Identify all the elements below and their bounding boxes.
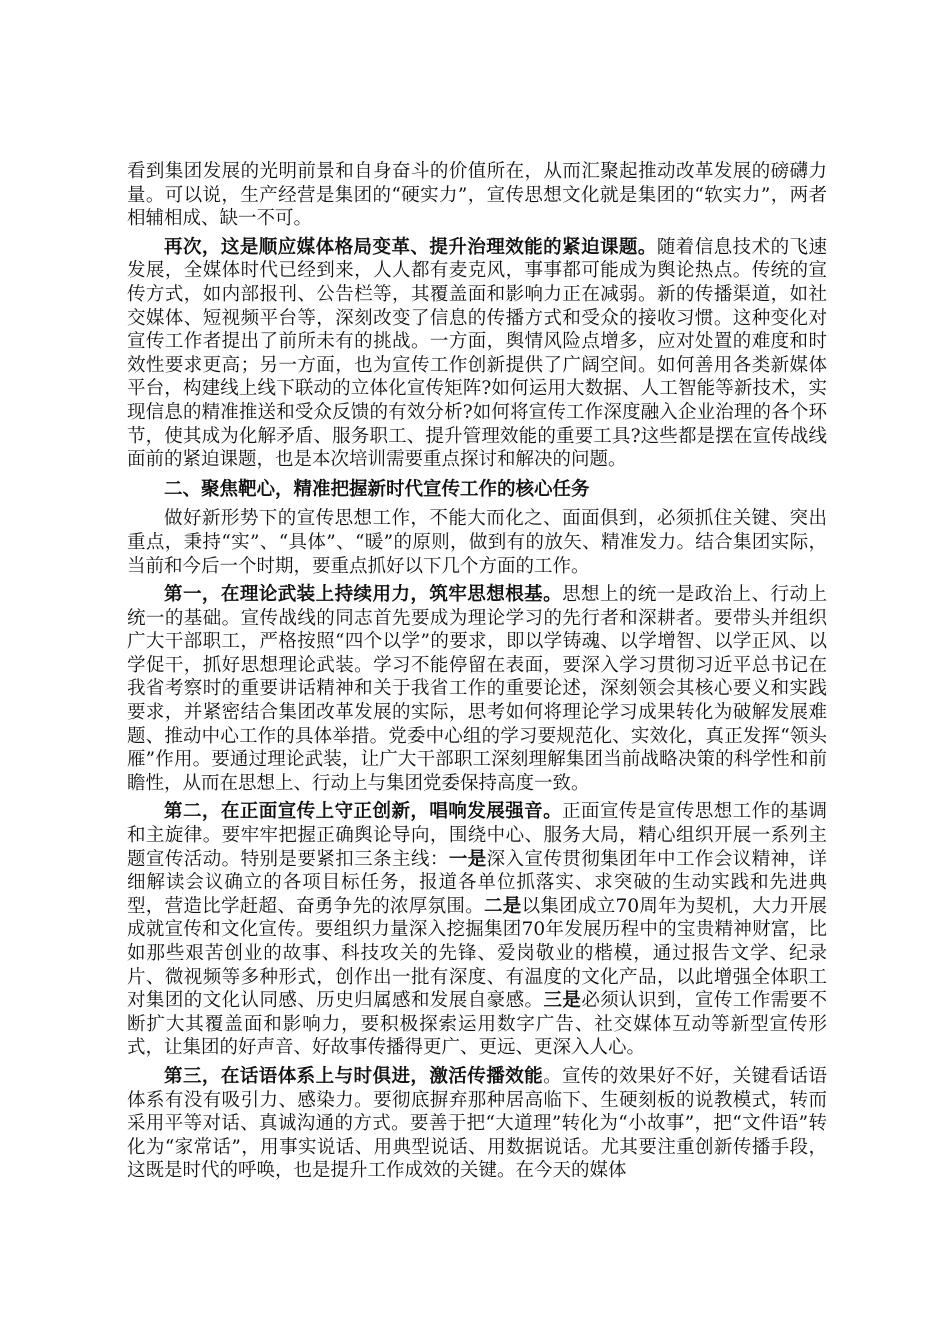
paragraph-text: 。宣传的效果好不好，关键看话语体系有没有吸引力、感染力。要彻底摒弃那种居高临下、生硬刻板的说教模式，转而采用平等对话、真诚沟通的方式。要善于把“大道理”转化为“小故事”，把“文件语”转化为“家常话”，用事实说话、用典型说话、用数据说话。尤其要注重创新传播手段，这既是时代的呼唤，也是提升工作成效的关键。在今天的媒体 xyxy=(127,1065,827,1182)
section-heading: 二、聚焦靶心，精准把握新时代宣传工作的核心任务 xyxy=(164,478,590,500)
paragraph-positive-publicity xyxy=(127,800,827,1060)
paragraph-media-challenge xyxy=(127,236,827,472)
document-page xyxy=(127,160,827,1188)
paragraph-text: 做好新形势下的宣传思想工作，不能大而化之、面面俱到，必须抓住关键、突出重点，秉持“实”、“具体”、“暖”的原则，做到有的放矢、精准发力。结合集团实际，当前和今后一个时期，要重点抓好以下几个方面的工作。 xyxy=(127,508,827,577)
paragraph-text: 随着信息技术的飞速发展，全媒体时代已经到来，人人都有麦克风，事事都可能成为舆论热点。传统的宣传方式，如内部报刊、公告栏等，其覆盖面和影响力正在减弱。新的传播渠道，如社交媒体、短视频平台等，深刻改变了信息的传播方式和受众的接收习惯。这种变化对宣传工作者提出了前所未有的挑战。一方面，舆情风险点增多，应对处置的难度和时效性要求更高；另一方面，也为宣传工作创新提供了广阔空间。如何善用各类新媒体平台，构建线上线下联动的立体化宣传矩阵?如何运用大数据、人工智能等新技术，实现信息的精准推送和受众反馈的有效分析?如何将宣传工作深度融入企业治理的各个环节，使其成为化解矛盾、服务职工、提升管理效能的重要工具?这些都是摆在宣传战线面前的紧迫课题，也是本次培训需要重点探讨和解决的问题。 xyxy=(127,236,827,471)
keyword-third: 三是 xyxy=(543,990,582,1012)
paragraph-text: 必须认识到，宣传工作需要不断扩大其覆盖面和影响力，要积极探索运用数字广告、社交媒体互动等新型宣传形式，让集团的好声音、好故事传播得更广、更远、更深入人心。 xyxy=(127,990,827,1059)
paragraph-discourse xyxy=(127,1065,827,1183)
keyword-first: 一是 xyxy=(448,848,487,870)
keyword-second: 二是 xyxy=(484,895,522,917)
paragraph-lead: 第三，在话语体系上与时俱进，激活传播效能 xyxy=(164,1065,544,1087)
paragraph-theory xyxy=(127,583,827,795)
paragraph-text: 深入宣传贯彻集团年中工作会议精神，详细解读会议确立的各项目标任务，报道各单位抓落实、求突破的生动实践和先进典型，营造比学赶超、奋勇争先的浓厚氛围。 xyxy=(127,848,827,917)
paragraph-text: 思想上的统一是政治上、行动上统一的基础。宣传战线的同志首先要成为理论学习的先行者和深耕者。要带头并组织广大干部职工，严格按照“四个以学”的要求，即以学铸魂、以学增智、以学正风、以学促干，抓好思想理论武装。学习不能停留在表面，要深入学习贯彻习近平总书记在我省考察时的重要讲话精神和关于我省工作的重要论述，深刻领会其核心要义和实践要求，并紧密结合集团改革发展的实际，思考如何将理论学习成果转化为破解发展难题、推动中心工作的具体举措。党委中心组的学习要规范化、实效化，真正发挥“领头雁”作用。要通过理论武装，让广大干部职工深刻理解集团当前战略决策的科学性和前瞻性，从而在思想上、行动上与集团党委保持高度一致。 xyxy=(127,584,827,794)
paragraph-text: 看到集团发展的光明前景和自身奋斗的价值所在，从而汇聚起推动改革发展的磅礴力量。可以说，生产经营是集团的“硬实力”，宣传思想文化就是集团的“软实力”，两者相辅相成、缺一不可。 xyxy=(127,161,827,230)
paragraph-intro xyxy=(127,507,827,578)
paragraph-text: 以集团成立70周年为契机，大力开展成就宣传和文化宣传。要组织力量深入挖掘集团70年发展历程中的宝贵精神财富，比如那些艰苦创业的故事、科技攻关的先锋、爱岗敬业的楷模，通过报告文学、纪录片、微视频等多种形式，创作出一批有深度、有温度的文化产品，以此增强全体职工对集团的文化认同感、历史归属感和发展自豪感。 xyxy=(127,895,827,1012)
paragraph-lead: 第一，在理论武装上持续用力，筑牢思想根基。 xyxy=(164,584,563,606)
paragraph-text: 正面宣传是宣传思想工作的基调和主旋律。要牢牢把握正确舆论导向，围绕中心、服务大局，精心组织开展一系列主题宣传活动。特别是要紧扣三条主线： xyxy=(127,801,827,870)
paragraph-lead: 第二，在正面宣传上守正创新，唱响发展强音。 xyxy=(164,801,563,823)
paragraph-lead: 再次，这是顺应媒体格局变革、提升治理效能的紧迫课题。 xyxy=(164,236,657,258)
paragraph-continuation xyxy=(127,160,827,231)
